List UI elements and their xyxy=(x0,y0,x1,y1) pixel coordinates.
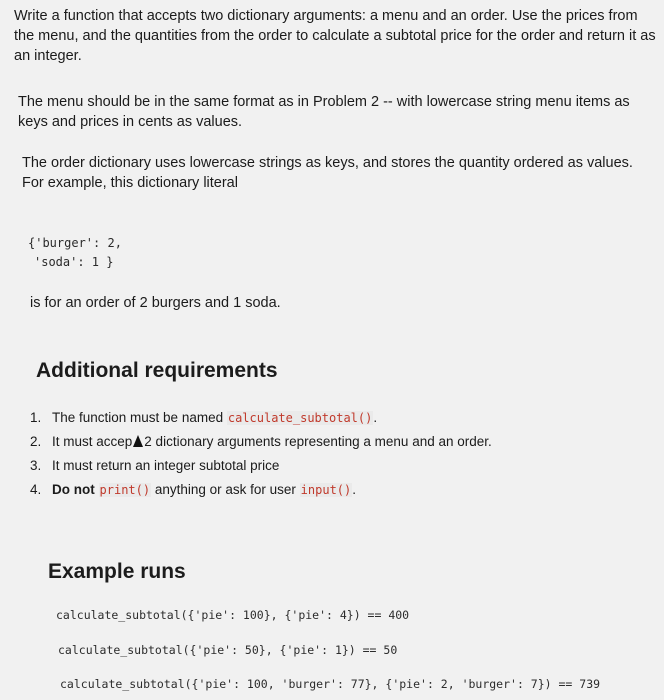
intro-paragraph-3: The order dictionary uses lowercase strings as keys, and stores the quantity ordered as values. For example, this dictionary literal xyxy=(22,155,633,191)
intro-paragraph-4: is for an order of 2 burgers and 1 soda. xyxy=(30,295,281,311)
requirement-number: 2. xyxy=(30,434,42,449)
example-run-line: calculate_subtotal({'pie': 50}, {'pie': 1}) == 50 xyxy=(58,643,398,657)
function-name-code: calculate_subtotal() xyxy=(227,411,373,425)
code-example-line-2: 'soda': 1 } xyxy=(34,255,114,269)
requirement-item xyxy=(30,430,492,454)
intro-paragraph-2: The menu should be in the same format as in Problem 2 -- with lowercase string menu items as keys and prices in cents as values. xyxy=(18,94,630,130)
intro-paragraph-1: Write a function that accepts two dictionary arguments: a menu and an order. Use the prices from the menu, and the quantities from the order to calculate a subtotal price for the order and return it as an integer. xyxy=(14,8,656,64)
requirement-item xyxy=(30,454,492,478)
example-run-line: calculate_subtotal({'pie': 100, 'burger': 77}, {'pie': 2, 'burger': 7}) == 739 xyxy=(60,677,601,691)
requirement-text-before: It must accep xyxy=(52,434,133,449)
requirement-text: It must return an integer subtotal price xyxy=(52,458,280,473)
input-code: input() xyxy=(300,483,352,497)
mouse-cursor-icon xyxy=(133,435,143,447)
requirement-item xyxy=(30,406,492,430)
examples-heading: Example runs xyxy=(48,560,186,583)
requirements-list xyxy=(30,406,492,502)
requirements-heading: Additional requirements xyxy=(36,359,278,382)
requirement-text-after: 2 dictionary arguments representing a menu and an order. xyxy=(144,434,492,449)
requirement-number: 3. xyxy=(30,458,42,473)
requirement-number: 1. xyxy=(30,410,42,425)
code-example-line-1: {'burger': 2, xyxy=(28,236,122,250)
requirement-text: anything or ask for user xyxy=(151,482,300,497)
requirement-punctuation: . xyxy=(352,482,357,497)
requirement-punctuation: . xyxy=(373,410,378,425)
requirement-text: The function must be named xyxy=(52,410,227,425)
requirement-bold-text: Do not xyxy=(52,482,95,497)
example-run-line: calculate_subtotal({'pie': 100}, {'pie': 4}) == 400 xyxy=(56,608,410,622)
print-code: print() xyxy=(99,483,151,497)
requirement-number: 4. xyxy=(30,482,42,497)
requirement-item xyxy=(30,478,492,502)
